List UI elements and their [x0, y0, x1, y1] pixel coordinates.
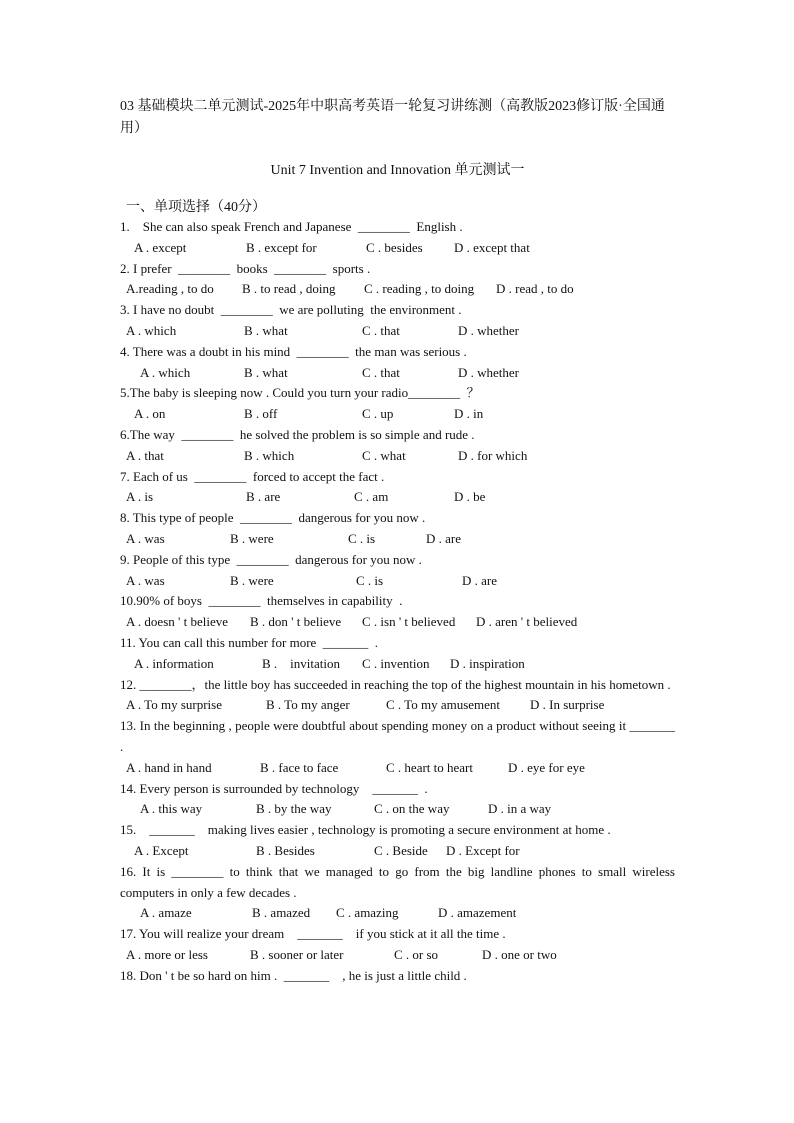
- option-c: C . am: [354, 489, 389, 505]
- option-a: A . hand in hand: [126, 759, 212, 775]
- option-d: D . are: [426, 530, 462, 546]
- option-d: D . whether: [458, 364, 520, 380]
- question-options: [120, 945, 675, 966]
- option-d: D . one or two: [482, 946, 557, 962]
- option-b: B . by the way: [256, 801, 332, 817]
- option-b: B . don ' t believe: [250, 614, 342, 630]
- option-a: A . information: [134, 655, 214, 671]
- option-a: A . doesn ' t believe: [126, 614, 228, 630]
- question-stem: 5.The baby is sleeping now . Could you turn your radio________ ？: [120, 385, 480, 401]
- option-d: D . aren ' t believed: [476, 614, 578, 630]
- option-b: B . which: [244, 447, 295, 463]
- option-a: A . on: [134, 406, 166, 422]
- option-c: C . what: [362, 447, 406, 463]
- option-b: B . to read , doing: [242, 281, 336, 297]
- option-a: A . amaze: [140, 905, 192, 921]
- question-stem: 16. It is ________ to think that we managed to go from the big landline phones to small wireless computers in only a few decades .: [120, 863, 675, 900]
- option-b: B . To my anger: [266, 697, 350, 713]
- question-options: [120, 799, 675, 820]
- question-stem: 2. I prefer ________ books ________ sports .: [120, 260, 371, 276]
- option-c: C . To my amusement: [386, 697, 501, 713]
- section-heading: 一、单项选择（40分）: [126, 200, 266, 215]
- option-b: B . are: [246, 489, 281, 505]
- question-options: [120, 446, 675, 467]
- question-options: [120, 903, 675, 924]
- question-stem: 12. ________，the little boy has succeeded in reaching the top of the highest mountain in his hometown .: [120, 676, 671, 692]
- option-b: B . sooner or later: [250, 946, 344, 962]
- option-b: B . amazed: [252, 905, 311, 921]
- option-b: B . what: [244, 364, 288, 380]
- question-stem: 6.The way ________ he solved the problem is so simple and rude .: [120, 426, 475, 442]
- option-c: C . amazing: [336, 905, 399, 921]
- option-d: D . in: [454, 406, 484, 422]
- option-b: B . except for: [246, 239, 317, 255]
- option-a: A . was: [126, 530, 165, 546]
- question-options: [120, 758, 675, 779]
- option-d: D . amazement: [438, 905, 517, 921]
- option-a: A . which: [140, 364, 191, 380]
- option-b: B . face to face: [260, 759, 339, 775]
- option-d: D . In surprise: [530, 697, 605, 713]
- question-options: [120, 841, 675, 862]
- option-c: C . is: [348, 530, 376, 546]
- option-a: A . was: [126, 572, 165, 588]
- question-options: [120, 612, 675, 633]
- option-c: C . or so: [394, 946, 439, 962]
- option-a: A . is: [126, 489, 154, 505]
- option-d: D . Except for: [446, 842, 520, 858]
- option-c: C . reading , to doing: [364, 281, 475, 297]
- option-b: B . Besides: [256, 842, 315, 858]
- question-stem: 4. There was a doubt in his mind ________ the man was serious .: [120, 343, 467, 359]
- option-a: A . Except: [134, 842, 189, 858]
- option-b: B . were: [230, 572, 274, 588]
- question-stem: 11. You can call this number for more _______ .: [120, 634, 379, 650]
- option-b: B . were: [230, 530, 274, 546]
- question-stem: 10.90% of boys ________ themselves in capability .: [120, 593, 403, 609]
- option-b: B . invitation: [262, 655, 340, 671]
- question-stem: 9. People of this type ________ dangerous for you now .: [120, 551, 422, 567]
- option-a: A . To my surprise: [126, 697, 222, 713]
- option-a: A . which: [126, 322, 177, 338]
- option-c: C . isn ' t believed: [362, 614, 456, 630]
- option-a: A . except: [134, 239, 187, 255]
- option-c: C . that: [362, 364, 400, 380]
- question-stem: 14. Every person is surrounded by technology _______ .: [120, 780, 428, 796]
- option-c: C . on the way: [374, 801, 450, 817]
- question-options: [120, 321, 675, 342]
- option-c: C . besides: [366, 239, 423, 255]
- option-b: B . off: [244, 406, 278, 422]
- question-stem: 3. I have no doubt ________ we are polluting the environment .: [120, 302, 462, 318]
- option-c: C . that: [362, 322, 400, 338]
- option-a: A.reading , to do: [126, 281, 214, 297]
- question-stem: 13. In the beginning , people were doubtful about spending money on a product without seeing it _______ .: [120, 718, 675, 754]
- unit-title: Unit 7 Invention and Innovation 单元测试一: [270, 163, 525, 178]
- option-d: D . for which: [458, 447, 528, 463]
- option-c: C . Beside: [374, 842, 428, 858]
- question-stem: 18. Don ' t be so hard on him . _______ , he is just a little child .: [120, 967, 467, 983]
- option-d: D . in a way: [488, 801, 552, 817]
- question-options: [120, 654, 675, 675]
- option-c: C . is: [356, 572, 384, 588]
- option-c: C . up: [362, 406, 394, 422]
- option-a: A . that: [126, 447, 164, 463]
- question-list: [120, 217, 675, 986]
- option-d: D . eye for eye: [508, 759, 585, 775]
- question-stem: 15. _______ making lives easier , technology is promoting a secure environment at home .: [120, 822, 611, 838]
- question-options: [120, 363, 675, 384]
- option-b: B . what: [244, 322, 288, 338]
- question-options: [120, 238, 675, 259]
- question-options: [120, 279, 675, 300]
- option-a: A . more or less: [126, 946, 208, 962]
- option-d: D . are: [462, 572, 498, 588]
- option-c: C . heart to heart: [386, 759, 473, 775]
- option-d: D . inspiration: [450, 655, 525, 671]
- question-options: [120, 487, 675, 508]
- option-d: D . read , to do: [496, 281, 574, 297]
- question-stem: 7. Each of us ________ forced to accept the fact .: [120, 468, 385, 484]
- document-title: 03 基础模块二单元测试-2025年中职高考英语一轮复习讲练测（高教版2023修订版·全国通用）: [120, 99, 665, 136]
- option-a: A . this way: [140, 801, 203, 817]
- option-c: C . invention: [362, 655, 430, 671]
- question-options: [120, 571, 675, 592]
- option-d: D . whether: [458, 322, 520, 338]
- question-stem: 8. This type of people ________ dangerous for you now .: [120, 510, 426, 526]
- question-options: [120, 695, 675, 716]
- question-options: [120, 529, 675, 550]
- question-stem: 1. She can also speak French and Japanese ________ English .: [120, 219, 463, 234]
- document-page: [120, 96, 675, 986]
- question-options: [120, 404, 675, 425]
- option-d: D . except that: [454, 239, 530, 255]
- option-d: D . be: [454, 489, 486, 505]
- question-stem: 17. You will realize your dream _______ if you stick at it all the time .: [120, 926, 506, 942]
